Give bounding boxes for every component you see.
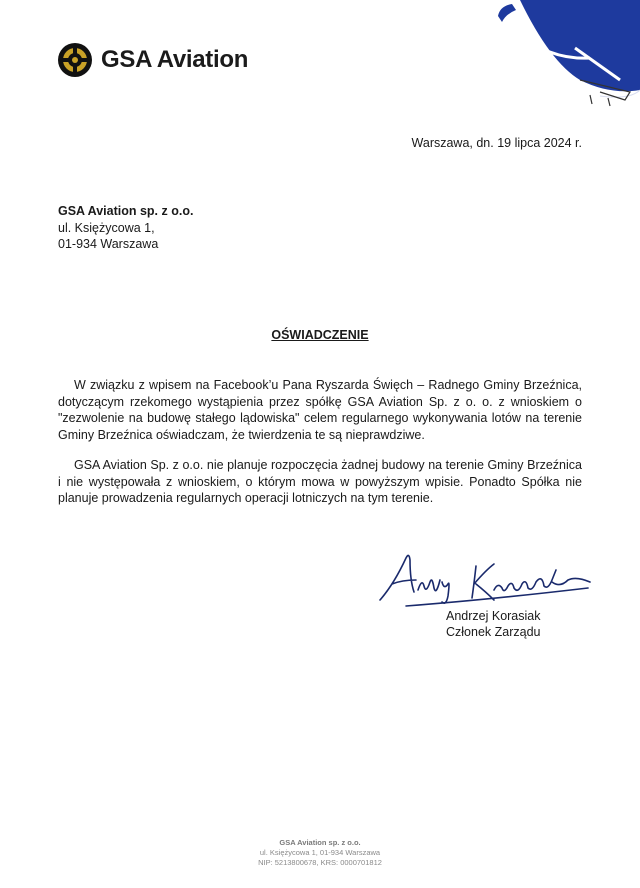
footer-address: ul. Księżycowa 1, 01-934 Warszawa — [259, 848, 381, 857]
recipient-company: GSA Aviation sp. z o.o. — [58, 204, 194, 218]
recipient-street: ul. Księżycowa 1, — [58, 220, 155, 235]
paragraph: W związku z wpisem na Facebook’u Pana Ryszarda Święch – Radnego Gminy Brzeźnica, dotyczącym rzekomego wystąpienia przez spółkę GSA Aviation Sp. z o. o. z wnioskiem o "zezwolenie na budowę stałego lądowiska" celem regularnego wykonywania lotów na terenie Gminy Brzeźnica oświadczam, że twierdzenia te są nieprawdziwe. — [58, 378, 582, 442]
footer-company: GSA Aviation sp. z o.o. — [279, 838, 361, 847]
signer-name: Andrzej Korasiak — [446, 609, 541, 623]
logo-text: GSA Aviation — [101, 46, 249, 73]
signer-role: Członek Zarządu — [446, 625, 541, 639]
recipient-city: 01-934 Warszawa — [58, 237, 159, 251]
helicopter-decoration — [480, 0, 640, 122]
date-line: Warszawa, dn. 19 lipca 2024 r. — [411, 136, 582, 150]
signer-block — [446, 608, 541, 640]
handwritten-signature — [376, 550, 596, 610]
footer — [0, 838, 640, 868]
paragraph: GSA Aviation Sp. z o.o. nie planuje rozpoczęcia żadnej budowy na terenie Gminy Brzeźnica i nie występowała z wnioskiem, o którym mowa w powyższym wpisie. Ponadto Spółka nie planuje prowadzenia regularnych operacji lotniczych na tym terenie. — [58, 458, 582, 505]
recipient-address — [58, 203, 193, 253]
company-logo — [57, 42, 248, 78]
document-title: OŚWIADCZENIE — [271, 328, 369, 342]
gsa-logo-icon — [57, 42, 93, 78]
document-body — [58, 377, 582, 521]
footer-ids: NIP: 5213800678, KRS: 0000701812 — [258, 858, 382, 867]
